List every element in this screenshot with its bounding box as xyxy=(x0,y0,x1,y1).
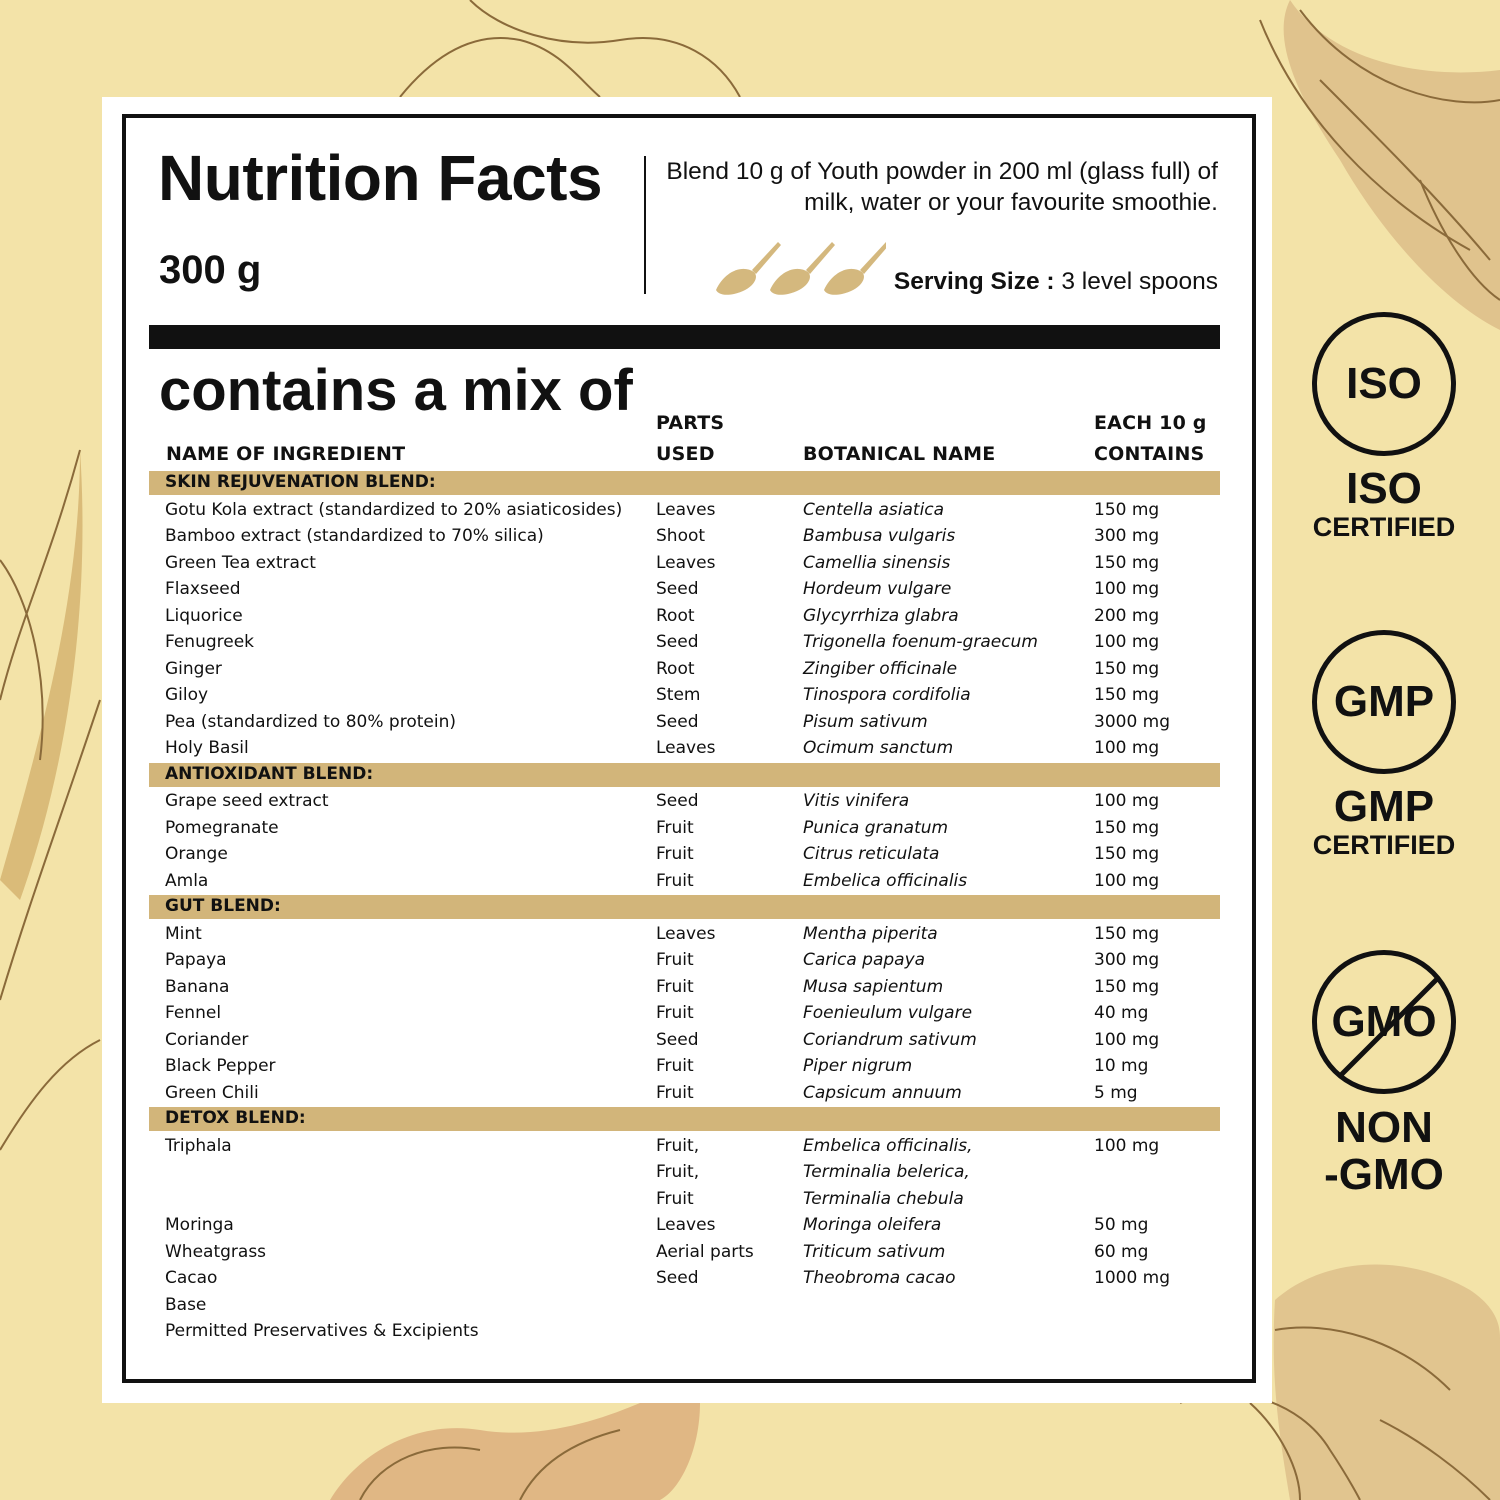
table-row xyxy=(149,789,1220,816)
botanical-name: Citrus reticulata xyxy=(803,844,940,864)
amount: 60 mg xyxy=(1094,1241,1149,1262)
non-gmo-badge-icon xyxy=(1312,950,1456,1094)
parts-used: Leaves xyxy=(656,923,716,944)
table-row xyxy=(149,1293,1220,1320)
gmp-ring-text: GMP xyxy=(1333,677,1435,726)
amount: 100 mg xyxy=(1094,870,1160,891)
parts-used: Fruit, xyxy=(656,1135,700,1156)
table-row xyxy=(149,1028,1220,1055)
table-row xyxy=(149,710,1220,737)
thick-divider xyxy=(149,325,1220,349)
parts-used: Fruit xyxy=(656,817,694,838)
iso-ring-text: ISO xyxy=(1346,359,1422,408)
parts-used: Root xyxy=(656,605,695,626)
table-row xyxy=(149,604,1220,631)
table-row xyxy=(149,842,1220,869)
ingredient-table xyxy=(149,471,1220,1346)
parts-used: Seed xyxy=(656,632,699,652)
botanical-name: Bambusa vulgaris xyxy=(803,526,956,546)
parts-used: Aerial parts xyxy=(656,1241,754,1262)
spoon-icon xyxy=(770,242,835,295)
amount: 100 mg xyxy=(1094,579,1160,599)
section-label: DETOX BLEND: xyxy=(165,1108,306,1128)
ingredient-name: Pomegranate xyxy=(165,817,279,838)
gmo-ring-text: GMO xyxy=(1331,997,1437,1046)
ingredient-name: Amla xyxy=(165,870,209,891)
column-header-botanical: BOTANICAL NAME xyxy=(803,443,996,465)
parts-used: Seed xyxy=(656,711,699,732)
table-row xyxy=(149,657,1220,684)
amount: 40 mg xyxy=(1094,1003,1149,1023)
ingredient-name: Triphala xyxy=(165,1135,232,1156)
botanical-name: Camellia sinensis xyxy=(803,552,951,573)
ingredient-name: Wheatgrass xyxy=(165,1241,267,1262)
table-row xyxy=(149,630,1220,657)
ingredient-name: Giloy xyxy=(165,685,209,705)
botanical-name: Vitis vinifera xyxy=(803,791,910,811)
botanical-name: Glycyrrhiza glabra xyxy=(803,605,959,626)
ingredient-name: Orange xyxy=(165,844,228,864)
botanical-name: Moringa oleifera xyxy=(803,1215,942,1235)
ingredient-name: Green Tea extract xyxy=(165,552,316,573)
amount: 100 mg xyxy=(1094,1135,1160,1156)
botanical-name: Carica papaya xyxy=(803,950,926,970)
botanical-name: Musa sapientum xyxy=(803,976,944,997)
blend-instruction: Blend 10 g of Youth powder in 200 ml (glass full) of milk, water or your favourite smoothie. xyxy=(666,158,1218,216)
ingredient-name: Mint xyxy=(165,923,202,944)
non-gmo-badge-subtitle: -GMO xyxy=(1324,1150,1444,1199)
amount: 150 mg xyxy=(1094,817,1160,838)
botanical-name: Trigonella foenum-graecum xyxy=(803,632,1038,652)
amount: 300 mg xyxy=(1094,950,1160,970)
parts-used: Fruit, xyxy=(656,1162,700,1182)
botanical-name: Terminalia belerica, xyxy=(803,1162,970,1182)
iso-badge-icon xyxy=(1312,312,1456,456)
section-label: GUT BLEND: xyxy=(165,896,281,916)
amount: 10 mg xyxy=(1094,1056,1149,1076)
serving-size-label: Serving Size : xyxy=(893,268,1055,295)
parts-used: Fruit xyxy=(656,1082,694,1103)
table-row xyxy=(149,1319,1220,1346)
botanical-name: Coriandrum sativum xyxy=(803,1029,977,1050)
parts-used: Seed xyxy=(656,791,699,811)
amount: 100 mg xyxy=(1094,738,1160,758)
ingredient-name: Fenugreek xyxy=(165,632,255,652)
ingredient-name: Holy Basil xyxy=(165,738,249,758)
botanical-name: Terminalia chebula xyxy=(803,1188,964,1209)
table-row xyxy=(149,869,1220,896)
parts-used: Leaves xyxy=(656,552,716,573)
amount: 150 mg xyxy=(1094,844,1160,864)
botanical-name: Pisum sativum xyxy=(803,711,928,732)
nutrition-card xyxy=(102,97,1272,1403)
section-band xyxy=(149,1107,1220,1131)
amount: 150 mg xyxy=(1094,923,1160,944)
ingredient-name: Black Pepper xyxy=(165,1056,276,1076)
amount: 50 mg xyxy=(1094,1215,1149,1235)
botanical-name: Ocimum sanctum xyxy=(803,738,954,758)
table-row xyxy=(149,1266,1220,1293)
botanical-name: Embelica officinalis, xyxy=(803,1135,973,1156)
table-row xyxy=(149,816,1220,843)
ingredient-name: Fennel xyxy=(165,1003,222,1023)
ingredient-name: Green Chili xyxy=(165,1082,259,1103)
botanical-name: Tinospora cordifolia xyxy=(803,685,971,705)
spoon-icons xyxy=(716,238,886,298)
gmp-badge xyxy=(1311,630,1457,860)
botanical-name: Capsicum annuum xyxy=(803,1082,962,1103)
table-row xyxy=(149,524,1220,551)
botanical-name: Theobroma cacao xyxy=(803,1268,956,1288)
amount: 100 mg xyxy=(1094,791,1160,811)
ingredient-name: Coriander xyxy=(165,1029,249,1050)
column-header-amount: EACH 10 g CONTAINS xyxy=(1094,412,1207,465)
botanical-name: Hordeum vulgare xyxy=(803,579,952,599)
ingredient-name: Bamboo extract (standardized to 70% silica) xyxy=(165,526,544,546)
amount: 1000 mg xyxy=(1094,1268,1171,1288)
amount: 150 mg xyxy=(1094,499,1160,520)
parts-used: Leaves xyxy=(656,1215,716,1235)
mix-heading: contains a mix of xyxy=(159,358,633,423)
botanical-name: Punica granatum xyxy=(803,817,949,838)
ingredient-name: Permitted Preservatives & Excipients xyxy=(165,1321,479,1341)
parts-used: Root xyxy=(656,658,695,679)
parts-used: Fruit xyxy=(656,1188,694,1209)
table-row xyxy=(149,736,1220,763)
table-row xyxy=(149,577,1220,604)
amount: 150 mg xyxy=(1094,685,1160,705)
table-row xyxy=(149,1001,1220,1028)
ingredient-name: Banana xyxy=(165,976,230,997)
non-gmo-badge-title: NON xyxy=(1335,1103,1433,1152)
iso-badge-title: ISO xyxy=(1346,464,1422,513)
ingredient-name: Liquorice xyxy=(165,605,243,626)
gmp-badge-subtitle: CERTIFIED xyxy=(1312,830,1456,860)
botanical-name: Mentha piperita xyxy=(803,923,938,944)
amount: 5 mg xyxy=(1094,1082,1138,1103)
spoon-icon xyxy=(824,242,886,295)
non-gmo-badge xyxy=(1311,950,1457,1198)
table-row xyxy=(149,922,1220,949)
parts-used: Seed xyxy=(656,579,699,599)
botanical-name: Embelica officinalis xyxy=(803,870,968,891)
table-row xyxy=(149,1187,1220,1214)
ingredient-name: Ginger xyxy=(165,658,222,679)
gmp-badge-icon xyxy=(1312,630,1456,774)
parts-used: Leaves xyxy=(656,738,716,758)
net-weight: 300 g xyxy=(159,248,262,292)
gmp-badge-title: GMP xyxy=(1333,782,1435,831)
ingredient-name: Papaya xyxy=(165,950,227,970)
amount: 100 mg xyxy=(1094,632,1160,652)
iso-badge xyxy=(1311,312,1457,542)
nutrition-frame xyxy=(122,114,1256,1383)
table-row xyxy=(149,1054,1220,1081)
parts-used: Seed xyxy=(656,1029,699,1050)
parts-used: Shoot xyxy=(656,526,706,546)
header-divider xyxy=(644,156,646,294)
parts-used: Fruit xyxy=(656,870,694,891)
botanical-name: Triticum sativum xyxy=(803,1241,946,1262)
amount: 3000 mg xyxy=(1094,711,1171,732)
amount: 200 mg xyxy=(1094,605,1160,626)
table-row xyxy=(149,1213,1220,1240)
amount: 150 mg xyxy=(1094,552,1160,573)
ingredient-name: Moringa xyxy=(165,1215,234,1235)
ingredient-name: Cacao xyxy=(165,1268,218,1288)
amount: 150 mg xyxy=(1094,976,1160,997)
amount: 150 mg xyxy=(1094,658,1160,679)
ingredient-name: Flaxseed xyxy=(165,579,241,599)
table-row xyxy=(149,1081,1220,1108)
table-row xyxy=(149,1160,1220,1187)
ingredient-name: Grape seed extract xyxy=(165,791,329,811)
parts-used: Fruit xyxy=(656,950,694,970)
amount: 300 mg xyxy=(1094,526,1160,546)
section-band xyxy=(149,895,1220,919)
table-row xyxy=(149,551,1220,578)
table-row xyxy=(149,1240,1220,1267)
section-label: ANTIOXIDANT BLEND: xyxy=(165,763,374,784)
botanical-name: Centella asiatica xyxy=(803,499,945,520)
parts-used: Seed xyxy=(656,1268,699,1288)
table-row xyxy=(149,1134,1220,1161)
botanical-name: Zingiber officinale xyxy=(803,658,958,679)
parts-used: Stem xyxy=(656,685,701,705)
parts-used: Fruit xyxy=(656,844,694,864)
table-row xyxy=(149,683,1220,710)
section-band xyxy=(149,763,1220,787)
parts-used: Fruit xyxy=(656,976,694,997)
botanical-name: Foenieulum vulgare xyxy=(803,1003,973,1023)
section-label: SKIN REJUVENATION BLEND: xyxy=(165,472,436,492)
section-band xyxy=(149,471,1220,495)
table-row xyxy=(149,948,1220,975)
ingredient-name: Gotu Kola extract (standardized to 20% asiaticosides) xyxy=(165,499,623,520)
ingredient-name: Pea (standardized to 80% protein) xyxy=(165,711,456,732)
serving-size-value: 3 level spoons xyxy=(1061,268,1218,295)
spoon-icon xyxy=(716,242,781,295)
page-title: Nutrition Facts xyxy=(158,142,603,214)
table-row xyxy=(149,498,1220,525)
strike-through-icon xyxy=(1317,955,1461,1099)
column-header-ingredient: NAME OF INGREDIENT xyxy=(166,443,406,465)
iso-badge-subtitle: CERTIFIED xyxy=(1312,512,1456,542)
parts-used: Fruit xyxy=(656,1056,694,1076)
parts-used: Leaves xyxy=(656,499,716,520)
column-header-parts: PARTS USED xyxy=(656,412,725,465)
amount: 100 mg xyxy=(1094,1029,1160,1050)
botanical-name: Piper nigrum xyxy=(803,1056,913,1076)
serving-size xyxy=(894,268,1218,296)
ingredient-name: Base xyxy=(165,1294,207,1315)
table-row xyxy=(149,975,1220,1002)
parts-used: Fruit xyxy=(656,1003,694,1023)
